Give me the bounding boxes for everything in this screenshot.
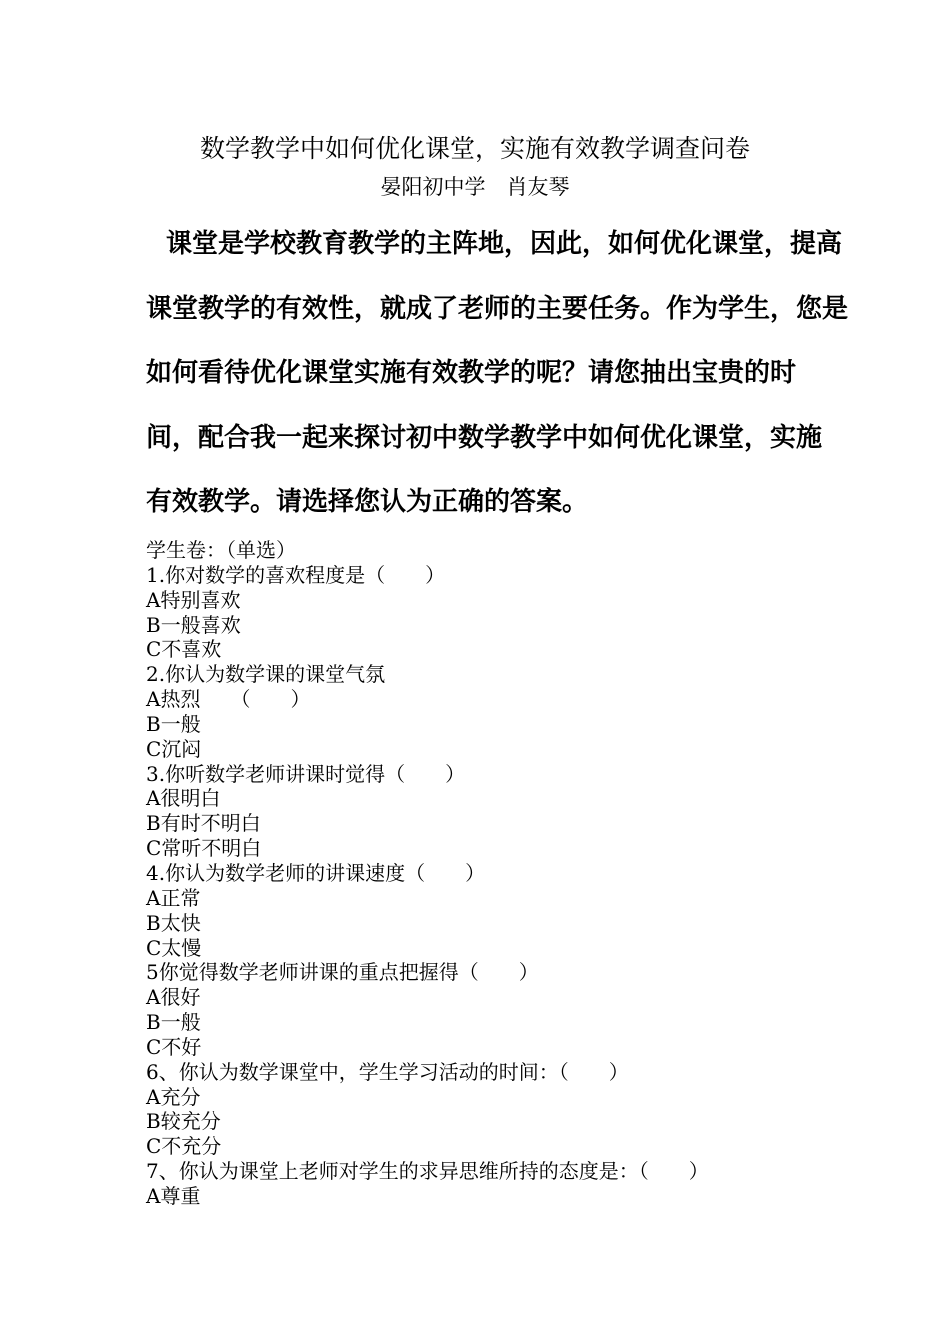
question-7: 7、你认为课堂上老师对学生的求异思维所持的态度是：（ ） xyxy=(146,1159,709,1184)
option-line: C太慢 xyxy=(146,935,202,960)
document-title: 数学教学中如何优化课堂，实施有效教学调查问卷 xyxy=(199,134,750,163)
section-label: 学生卷：（单选） xyxy=(146,538,296,562)
option-line: C不喜欢 xyxy=(146,637,222,662)
option-line: C不充分 xyxy=(146,1134,222,1159)
intro-line: 课堂是学校教育教学的主阵地，因此，如何优化课堂，提高 xyxy=(166,229,843,259)
option-line: A很明白 xyxy=(146,786,221,811)
question-5: 5你觉得数学老师讲课的重点把握得（ ） xyxy=(146,960,539,985)
intro-line: 如何看待优化课堂实施有效教学的呢？请您抽出宝贵的时 xyxy=(146,358,797,388)
option-line: B较充分 xyxy=(146,1109,221,1134)
option-line: A特别喜欢 xyxy=(146,587,241,612)
intro-line: 有效教学。请选择您认为正确的答案。 xyxy=(146,487,589,517)
option-line: B太快 xyxy=(146,910,201,935)
option-line: B有时不明白 xyxy=(146,811,261,836)
option-line: A热烈 （ ） xyxy=(146,687,311,712)
question-3: 3.你听数学老师讲课时觉得（ ） xyxy=(146,761,466,786)
option-line: C不好 xyxy=(146,1034,202,1059)
option-line: C常听不明白 xyxy=(146,836,262,861)
question-1: 1.你对数学的喜欢程度是（ ） xyxy=(146,562,446,587)
option-line: B一般 xyxy=(146,711,201,736)
option-line: A充分 xyxy=(146,1084,201,1109)
option-line: C沉闷 xyxy=(146,736,202,761)
option-line: A尊重 xyxy=(146,1183,201,1208)
option-line: A正常 xyxy=(146,885,201,910)
question-4: 4.你认为数学老师的讲课速度（ ） xyxy=(146,860,486,885)
question-2: 2.你认为数学课的课堂气氛 xyxy=(146,662,386,687)
intro-line: 课堂教学的有效性，就成了老师的主要任务。作为学生，您是 xyxy=(146,293,849,324)
questionnaire-list xyxy=(146,538,826,1209)
option-line: B一般 xyxy=(146,1010,201,1035)
author-line: 晏阳初中学 肖友琴 xyxy=(380,175,570,199)
option-line: A很好 xyxy=(146,985,201,1010)
intro-paragraph xyxy=(146,218,849,541)
intro-line: 间，配合我一起来探讨初中数学教学中如何优化课堂，实施 xyxy=(146,422,823,453)
option-line: B一般喜欢 xyxy=(146,612,241,637)
question-6: 6、你认为数学课堂中，学生学习活动的时间：（ ） xyxy=(146,1059,629,1084)
